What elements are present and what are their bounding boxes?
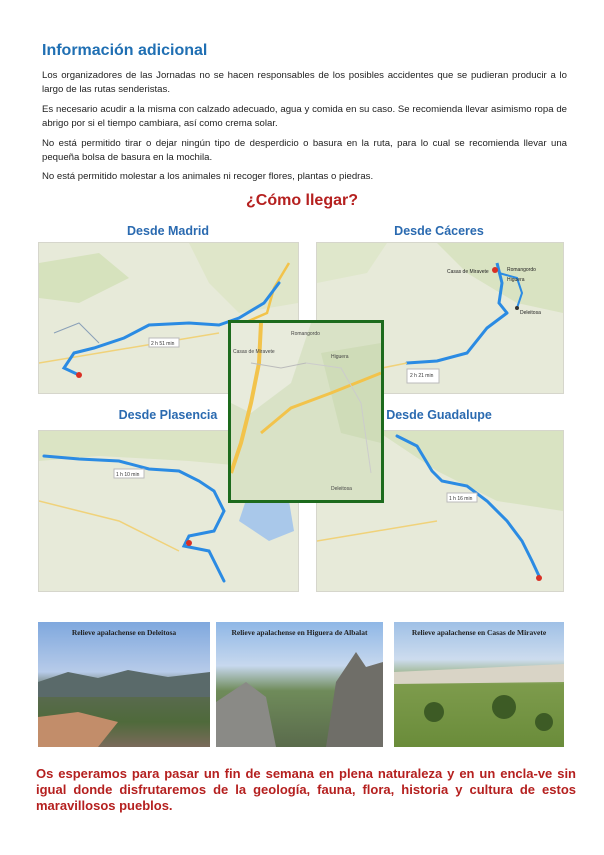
caceres-time-label: 2 h 21 min xyxy=(410,373,434,379)
village-graphic xyxy=(394,622,564,747)
zoom-place-higuera: Higuera xyxy=(331,354,349,360)
map-title-caceres: Desde Cáceres xyxy=(394,224,484,238)
caceres-place-romangordo: Romangordo xyxy=(507,267,536,273)
zoom-place-romangordo: Romangordo xyxy=(291,331,320,337)
photo-caption-higuera: Relieve apalachense en Higuera de Albalat xyxy=(231,628,368,637)
zoom-place-deleitosa: Deleitosa xyxy=(331,486,352,492)
madrid-time-label: 2 h 51 min xyxy=(151,341,175,347)
rocks-graphic xyxy=(216,622,383,747)
map-title-plasencia: Desde Plasencia xyxy=(118,408,218,422)
caceres-place-higuera: Higuera xyxy=(507,277,525,283)
photo-caption-casas: Relieve apalachense en Casas de Miravete xyxy=(411,628,547,637)
photo-caption-deleitosa: Relieve apalachense en Deleitosa xyxy=(71,628,177,637)
info-title: Información adicional xyxy=(42,42,208,59)
photo-higuera xyxy=(216,622,383,747)
zoom-inset-graphic xyxy=(231,323,381,500)
map-title-madrid: Desde Madrid xyxy=(127,224,209,238)
caceres-place-deleitosa: Deleitosa xyxy=(520,310,541,316)
info-paragraph-1: Los organizadores de las Jornadas no se hacen responsables de los posibles accidentes que se pudieran producir a lo largo de las rutas senderistas. xyxy=(42,70,567,95)
guadalupe-time-label: 1 h 16 min xyxy=(449,496,473,502)
info-paragraph-3: No está permitido tirar o dejar ningún tipo de desperdicio o basura en la ruta, para lo cual se recomienda llevar una pequeña bolsa de basura en la mochila. xyxy=(42,138,567,163)
info-paragraph-4: No está permitido molestar a los animales ni recoger flores, plantas o piedras. xyxy=(42,171,374,182)
how-to-get-title: ¿Cómo llegar? xyxy=(245,192,358,209)
zoom-inset-map xyxy=(228,320,384,503)
photo-casas-miravete xyxy=(394,622,564,747)
map-title-guadalupe: Desde Guadalupe xyxy=(386,408,492,422)
plasencia-time-label: 1 h 10 min xyxy=(116,472,140,478)
landscape-graphic xyxy=(38,622,210,747)
info-paragraph-2: Es necesario acudir a la misma con calzado adecuado, agua y comida en su caso. Se recomienda llevar asimismo ropa de abrigo por si el tiempo cambiara, así como crema solar. xyxy=(42,104,567,129)
caceres-place-casas: Casas de Miravete xyxy=(447,269,489,275)
closing-message: Os esperamos para pasar un fin de semana en plena naturaleza y en un encla-ve sin igual donde disfrutaremos de la geología, fauna, flora, historia y cultura de estos maravillosos pueblos. xyxy=(36,766,576,813)
zoom-place-casas: Casas de Miravete xyxy=(233,349,275,355)
photo-deleitosa xyxy=(38,622,210,747)
